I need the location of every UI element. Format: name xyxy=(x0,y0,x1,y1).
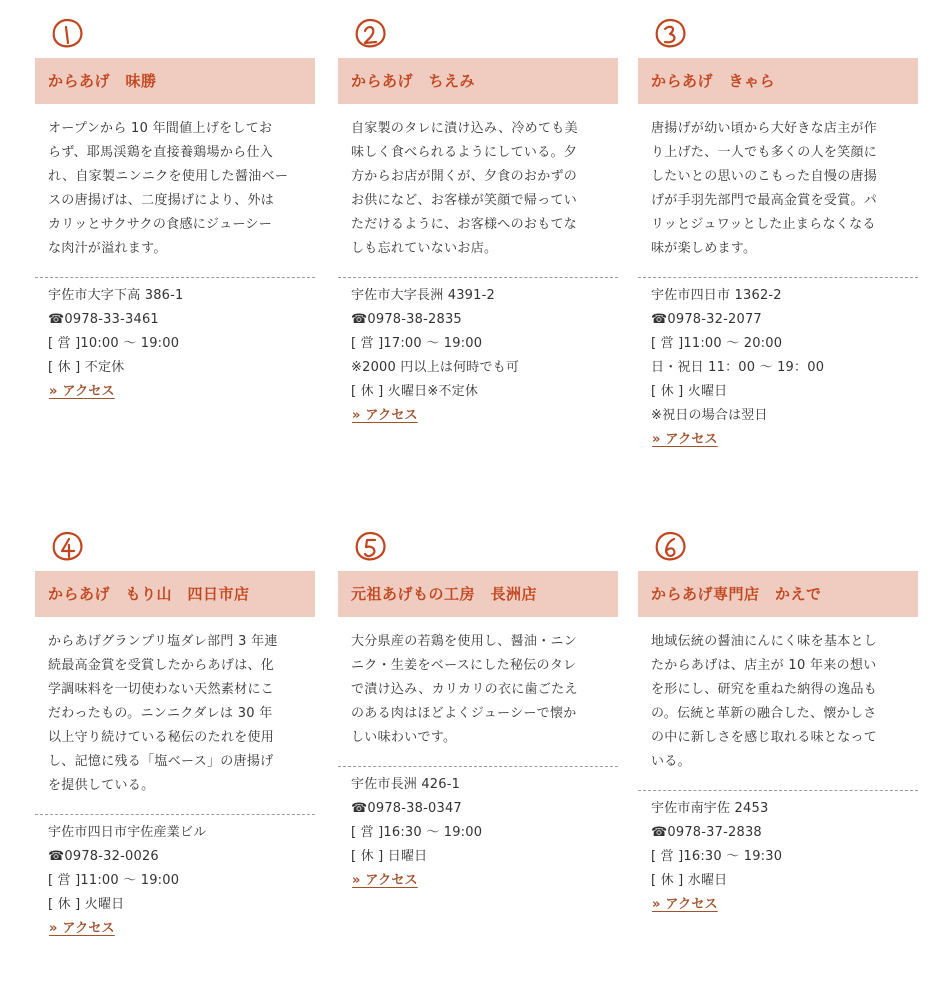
shop-description xyxy=(48,630,298,798)
description-line: の。伝統と革新の融合した、懐かしさ xyxy=(651,706,877,721)
description-line: ただけるように、お客様へのおもてな xyxy=(351,217,578,232)
access-link[interactable]: » アクセス xyxy=(49,384,115,399)
description-line: れ、自家製ニンニクを使用した醤油ベー xyxy=(48,169,289,184)
shop-name: 元祖あげもの工房 長洲店 xyxy=(338,571,618,617)
circled-number-icon xyxy=(49,16,85,52)
description-line: 唐揚げが幼い頃から大好きな店主が作 xyxy=(651,121,878,136)
shop-description xyxy=(651,630,901,774)
shop-description xyxy=(48,117,298,261)
description-line: の中に新しさを感じ取れる味となって xyxy=(651,730,878,745)
dashed-divider xyxy=(35,814,315,815)
shop-card xyxy=(338,14,618,454)
info-line: 日・祝日 11：00 〜 19：00 xyxy=(651,360,825,375)
shop-card xyxy=(638,14,918,454)
info-line: ☎0978-37-2838 xyxy=(651,825,762,840)
info-line: [ 休 ] 不定休 xyxy=(48,360,125,375)
shop-card xyxy=(338,527,618,967)
info-line: [ 営 ]11:00 〜 19:00 xyxy=(48,873,180,888)
info-line: 宇佐市大字長洲 4391-2 xyxy=(351,288,495,303)
description-line: げが手羽先部門で最高金賞を受賞。パ xyxy=(651,193,878,208)
info-line: ☎0978-32-0026 xyxy=(48,849,159,864)
description-line: 味が楽しめます。 xyxy=(651,241,757,256)
access-row xyxy=(48,380,308,404)
description-line: で漬け込み、カリカリの衣に歯ごたえ xyxy=(351,682,578,697)
access-link[interactable]: » アクセス xyxy=(352,408,418,423)
shop-name: からあげ 味勝 xyxy=(35,58,315,104)
dashed-divider xyxy=(638,790,918,791)
info-line: [ 休 ] 水曜日 xyxy=(651,873,728,888)
circled-number-icon xyxy=(652,16,688,52)
circled-number-icon xyxy=(652,529,688,565)
shop-info xyxy=(651,284,911,452)
shop-info xyxy=(651,797,911,917)
shop-description xyxy=(351,117,601,261)
shop-name: からあげ きゃら xyxy=(638,58,918,104)
info-line: [ 営 ]17:00 〜 19:00 xyxy=(351,336,483,351)
description-line: からあげグランプリ塩ダレ部門 3 年連 xyxy=(48,634,278,649)
info-line: 宇佐市四日市 1362-2 xyxy=(651,288,782,303)
info-line: ※祝日の場合は翌日 xyxy=(651,408,768,423)
description-line: 続最高金賞を受賞したからあげは、化 xyxy=(48,658,275,673)
shop-number-badge xyxy=(652,529,688,565)
access-link[interactable]: » アクセス xyxy=(652,897,718,912)
access-link[interactable]: » アクセス xyxy=(352,873,418,888)
dashed-divider xyxy=(338,766,618,767)
shop-info xyxy=(48,821,308,941)
info-line: 宇佐市四日市宇佐産業ビル xyxy=(48,825,207,840)
dashed-divider xyxy=(338,277,618,278)
description-line: らず、耶馬渓鶏を直接養鶏場から仕入 xyxy=(48,145,274,160)
access-link[interactable]: » アクセス xyxy=(652,432,718,447)
dashed-divider xyxy=(35,277,315,278)
description-line: カリッとサクサクの食感にジューシー xyxy=(48,217,273,232)
description-line: り上げた、一人でも多くの人を笑顔に xyxy=(651,145,878,160)
shop-number-badge xyxy=(352,529,388,565)
info-line: [ 営 ]10:00 〜 19:00 xyxy=(48,336,180,351)
description-line: 以上守り続けている秘伝のたれを使用 xyxy=(48,730,275,745)
shop-card xyxy=(35,14,315,454)
access-row xyxy=(651,428,911,452)
description-line: 方からお店が開くが、夕食のおかずの xyxy=(351,169,578,184)
shop-name: からあげ もり山 四日市店 xyxy=(35,571,315,617)
access-row xyxy=(351,869,611,893)
info-line: ☎0978-38-2835 xyxy=(351,312,462,327)
shop-name: からあげ専門店 かえで xyxy=(638,571,918,617)
description-line: リッとジュワッとした止まらなくなる xyxy=(651,217,876,232)
info-line: [ 休 ] 火曜日 xyxy=(651,384,728,399)
info-line: [ 休 ] 火曜日※不定休 xyxy=(351,384,479,399)
shop-info xyxy=(48,284,308,404)
info-line: [ 営 ]16:30 〜 19:00 xyxy=(351,825,483,840)
shop-card xyxy=(638,527,918,967)
description-line: たからあげは、店主が 10 年来の想い xyxy=(651,658,877,673)
dashed-divider xyxy=(638,277,918,278)
description-line: 大分県産の若鶏を使用し、醤油・ニン xyxy=(351,634,578,649)
info-line: ※2000 円以上は何時でも可 xyxy=(351,360,520,375)
shop-info xyxy=(351,284,611,428)
shop-info xyxy=(351,773,611,893)
shop-number-badge xyxy=(49,529,85,565)
access-row xyxy=(651,893,911,917)
description-line: ニク・生姜をベースにした秘伝のタレ xyxy=(351,658,577,673)
shop-description xyxy=(351,630,601,750)
shop-card xyxy=(35,527,315,967)
info-line: ☎0978-38-0347 xyxy=(351,801,462,816)
description-line: を形にし、研究を重ねた納得の逸品も xyxy=(651,682,878,697)
info-line: 宇佐市大字下高 386-1 xyxy=(48,288,184,303)
info-line: 宇佐市南宇佐 2453 xyxy=(651,801,769,816)
description-line: 味しく食べられるようにしている。夕 xyxy=(351,145,578,160)
circled-number-icon xyxy=(352,529,388,565)
info-line: [ 営 ]16:30 〜 19:30 xyxy=(651,849,783,864)
description-line: を提供している。 xyxy=(48,778,155,793)
description-line: オープンから 10 年間値上げをしてお xyxy=(48,121,273,136)
info-line: [ 営 ]11:00 〜 20:00 xyxy=(651,336,783,351)
description-line: 学調味料を一切使わない天然素材にこ xyxy=(48,682,275,697)
access-row xyxy=(351,404,611,428)
description-line: スの唐揚げは、二度揚げにより、外は xyxy=(48,193,275,208)
description-line: お供になど、お客様が笑顔で帰ってい xyxy=(351,193,578,208)
description-line: な肉汁が溢れます。 xyxy=(48,241,167,256)
circled-number-icon xyxy=(352,16,388,52)
info-line: [ 休 ] 火曜日 xyxy=(48,897,125,912)
description-line: 自家製のタレに漬け込み、冷めても美 xyxy=(351,121,578,136)
description-line: だわったもの。ニンニクダレは 30 年 xyxy=(48,706,273,721)
description-line: しも忘れていないお店。 xyxy=(351,241,498,256)
description-line: いる。 xyxy=(651,754,691,769)
info-line: [ 休 ] 日曜日 xyxy=(351,849,428,864)
shop-description xyxy=(651,117,901,261)
shop-number-badge xyxy=(652,16,688,52)
shop-number-badge xyxy=(49,16,85,52)
shop-number-badge xyxy=(352,16,388,52)
access-link[interactable]: » アクセス xyxy=(49,921,115,936)
info-line: ☎0978-32-2077 xyxy=(651,312,762,327)
description-line: 地域伝統の醤油にんにく味を基本とし xyxy=(651,634,878,649)
description-line: しい味わいです。 xyxy=(351,730,457,745)
access-row xyxy=(48,917,308,941)
description-line: し、記憶に残る「塩ベース」の唐揚げ xyxy=(48,754,274,769)
info-line: 宇佐市長洲 426-1 xyxy=(351,777,461,792)
circled-number-icon xyxy=(49,529,85,565)
shop-name: からあげ ちえみ xyxy=(338,58,618,104)
description-line: のある肉はほどよくジューシーで懐か xyxy=(351,706,577,721)
description-line: したいとの思いのこもった自慢の唐揚 xyxy=(651,169,878,184)
info-line: ☎0978-33-3461 xyxy=(48,312,159,327)
